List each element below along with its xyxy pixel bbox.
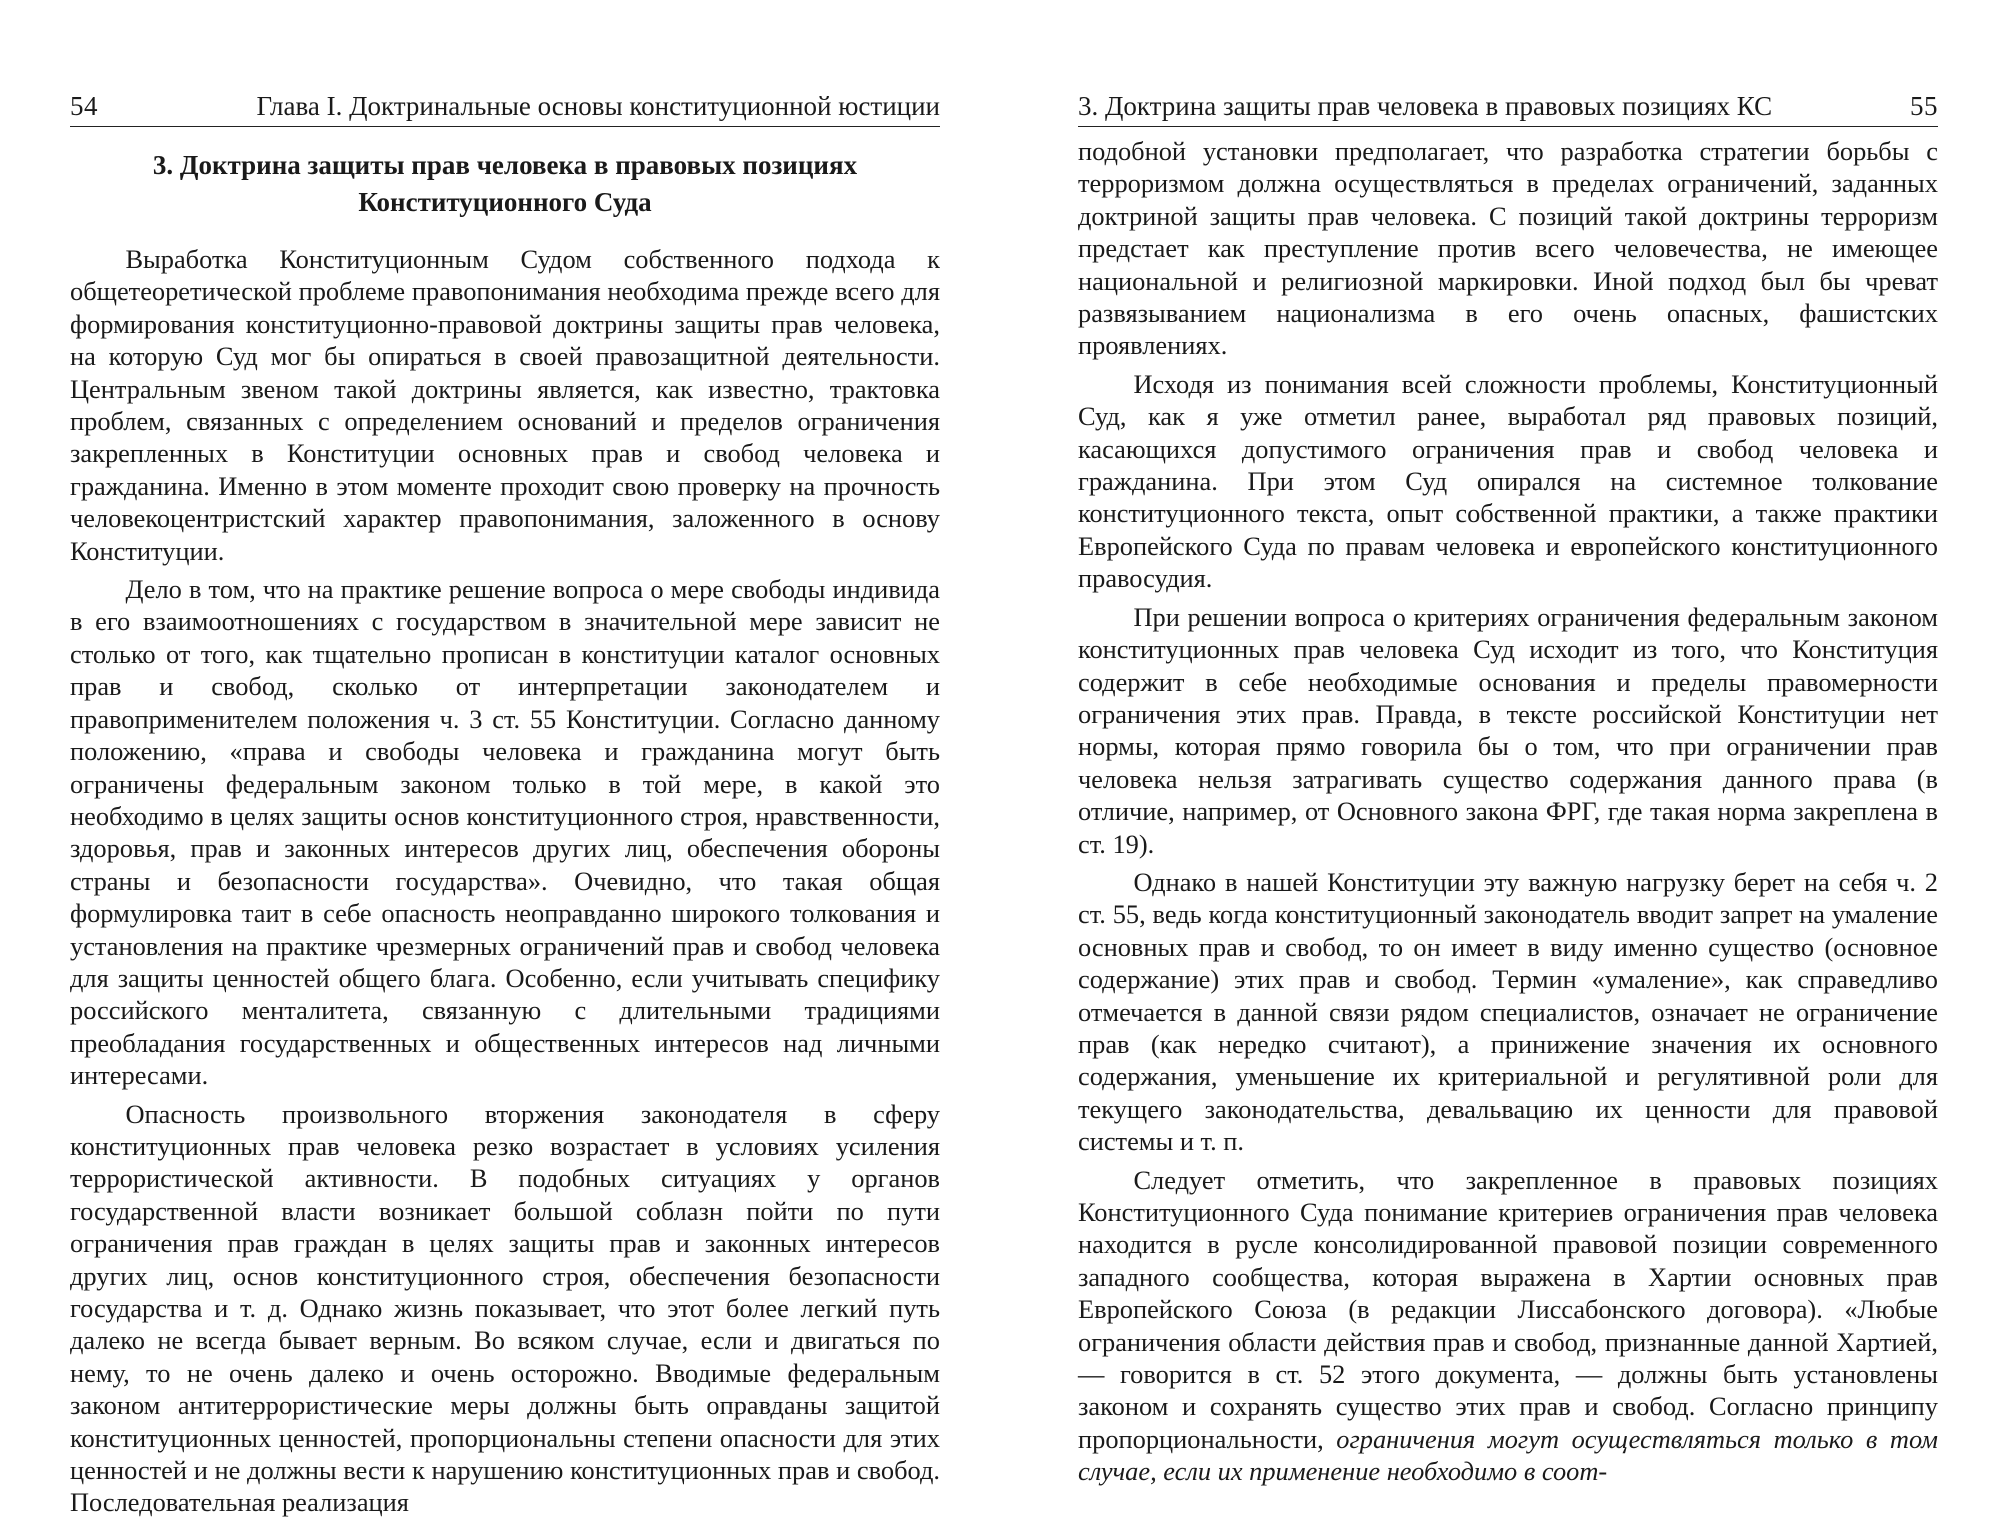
right-page-number: 55: [1910, 91, 1938, 121]
left-paragraph-1: Выработка Конституционным Судом собственного подхода к общетеоретической проблеме правопонимания необходима прежде всего для формирования конституционно-правовой доктрины защиты прав человека, на которую Суд мог бы опираться в своей правозащитной деятельности. Центральным звеном такой доктрины является, как известно, трактовка проблем, связанных с определением оснований и пределов ограничения закрепленных в Конституции основных прав и свобод человека и гражданина. Именно в этом моменте проходит свою проверку на прочность человекоцентристский характер правопонимания, заложенного в основу Конституции.: [70, 244, 940, 566]
section-heading-line-1: 3. Доктрина защиты прав человека в правовых позициях: [152, 150, 858, 180]
left-page-number: 54: [70, 91, 98, 121]
left-page: [70, 90, 940, 1519]
left-running-head-title: Глава I. Доктринальные основы конституционной юстиции: [256, 91, 940, 121]
left-page-body: [70, 243, 940, 1519]
right-page-body: [1078, 135, 1938, 1488]
left-paragraph-3: Опасность произвольного вторжения законодателя в сферу конституционных прав человека резко возрастает в условиях усиления террористической активности. В подобных ситуациях у органов государственной власти возникает большой соблазн пойти по пути ограничения прав граждан в целях защиты прав и законных интересов других лиц, основ конституционного строя, обеспечения безопасности государства и т. д. Однако жизнь показывает, что этот более легкий путь далеко не всегда бывает верным. Во всяком случае, если и двигаться по нему, то не очень далеко и очень осторожно. Вводимые федеральным законом антитеррористические меры должны быть оправданы защитой конституционных ценностей, пропорциональны степени опасности для этих ценностей и не должны вести к нарушению конституционных прав и свобод. Последовательная реализация: [70, 1098, 940, 1518]
right-page: [1078, 90, 1938, 1488]
left-running-head: [70, 90, 940, 127]
right-paragraph-3: При решении вопроса о критериях ограничения федеральным законом конституционных прав человека Суд исходит из того, что Конституция содержит в себе необходимые основания и пределы правомерности ограничения этих прав. Правда, в тексте российской Конституции нет нормы, которая прямо говорила бы о том, что при ограничении прав человека нельзя затрагивать существо содержания данного права (в отличие, например, от Основного закона ФРГ, где такая норма закреплена в ст. 19).: [1078, 601, 1938, 859]
left-paragraph-2: Дело в том, что на практике решение вопроса о мере свободы индивида в его взаимоотношениях с государством в значительной мере зависит не столько от того, как тщательно прописан в конституции каталог основных прав и свобод, сколько от интерпретации законодателем и правоприменителем положения ч. 3 ст. 55 Конституции. Согласно данному положению, «права и свободы человека и гражданина могут быть ограничены федеральным законом только в той мере, в какой это необходимо в целях защиты основ конституционного строя, нравственности, здоровья, прав и законных интересов других лиц, обеспечения обороны страны и безопасности государства». Очевидно, что такая общая формулировка таит в себе опасность неоправданно широкого толкования и установления на практике чрезмерных ограничений прав и свобод человека для защиты ценностей общего блага. Особенно, если учитывать специфику российского менталитета, связанную с длительными традициями преобладания государственных и общественных интересов над личными интересами.: [70, 574, 940, 1091]
right-paragraph-5: [1078, 1164, 1938, 1488]
section-heading: [70, 147, 940, 221]
right-running-head-title: 3. Доктрина защиты прав человека в правовых позициях КС: [1078, 91, 1773, 121]
right-paragraph-4: Однако в нашей Конституции эту важную нагрузку берет на себя ч. 2 ст. 55, ведь когда конституционный законодатель вводит запрет на умаление основных прав и свобод, то он имеет в виду именно существо (основное содержание) этих прав и свобод. Термин «умаление», как справедливо отмечается в данной связи рядом специалистов, означает не ограничение прав (как нередко считают), а принижение значения их основного содержания, уменьшение их критериальной и регулятивной роли для текущего законодательства, девальвацию их ценности для правовой системы и т. п.: [1078, 866, 1938, 1157]
right-paragraph-1: подобной установки предполагает, что разработка стратегии борьбы с терроризмом должна осуществляться в пределах ограничений, заданных доктриной защиты прав человека. С позиций такой доктрины терроризм предстает как преступление против всего человечества, не имеющее национальной и религиозной маркировки. Иной подход был бы чреват развязыванием национализма в его очень опасных, фашистских проявлениях.: [1078, 136, 1938, 361]
right-paragraph-5-text: Следует отметить, что закрепленное в правовых позициях Конституционного Суда понимание критериев ограничения прав человека находится в русле консолидированной правовой позиции современного западного сообщества, которая выражена в Хартии основных прав Европейского Союза (в редакции Лиссабонского договора). «Любые ограничения области действия прав и свобод, признанные данной Хартией, — говорится в ст. 52 этого документа, — должны быть установлены законом и сохранять существо этих прав и свобод. Согласно принципу пропорциональности,: [1078, 1164, 1938, 1454]
right-paragraph-5-italic: ограничения могут осуществляться только в том случае, если их применение необходимо в соот-: [1078, 1423, 1938, 1487]
section-heading-line-2: Конституционного Суда: [358, 187, 652, 217]
right-paragraph-2: Исходя из понимания всей сложности проблемы, Конституционный Суд, как я уже отметил ранее, выработал ряд правовых позиций, касающихся допустимого ограничения прав и свобод человека и гражданина. При этом Суд опирался на системное толкование конституционного текста, опыт собственной практики, а также практики Европейского Суда по правам человека и европейского конституционного правосудия.: [1078, 368, 1938, 594]
right-running-head: [1078, 90, 1938, 127]
